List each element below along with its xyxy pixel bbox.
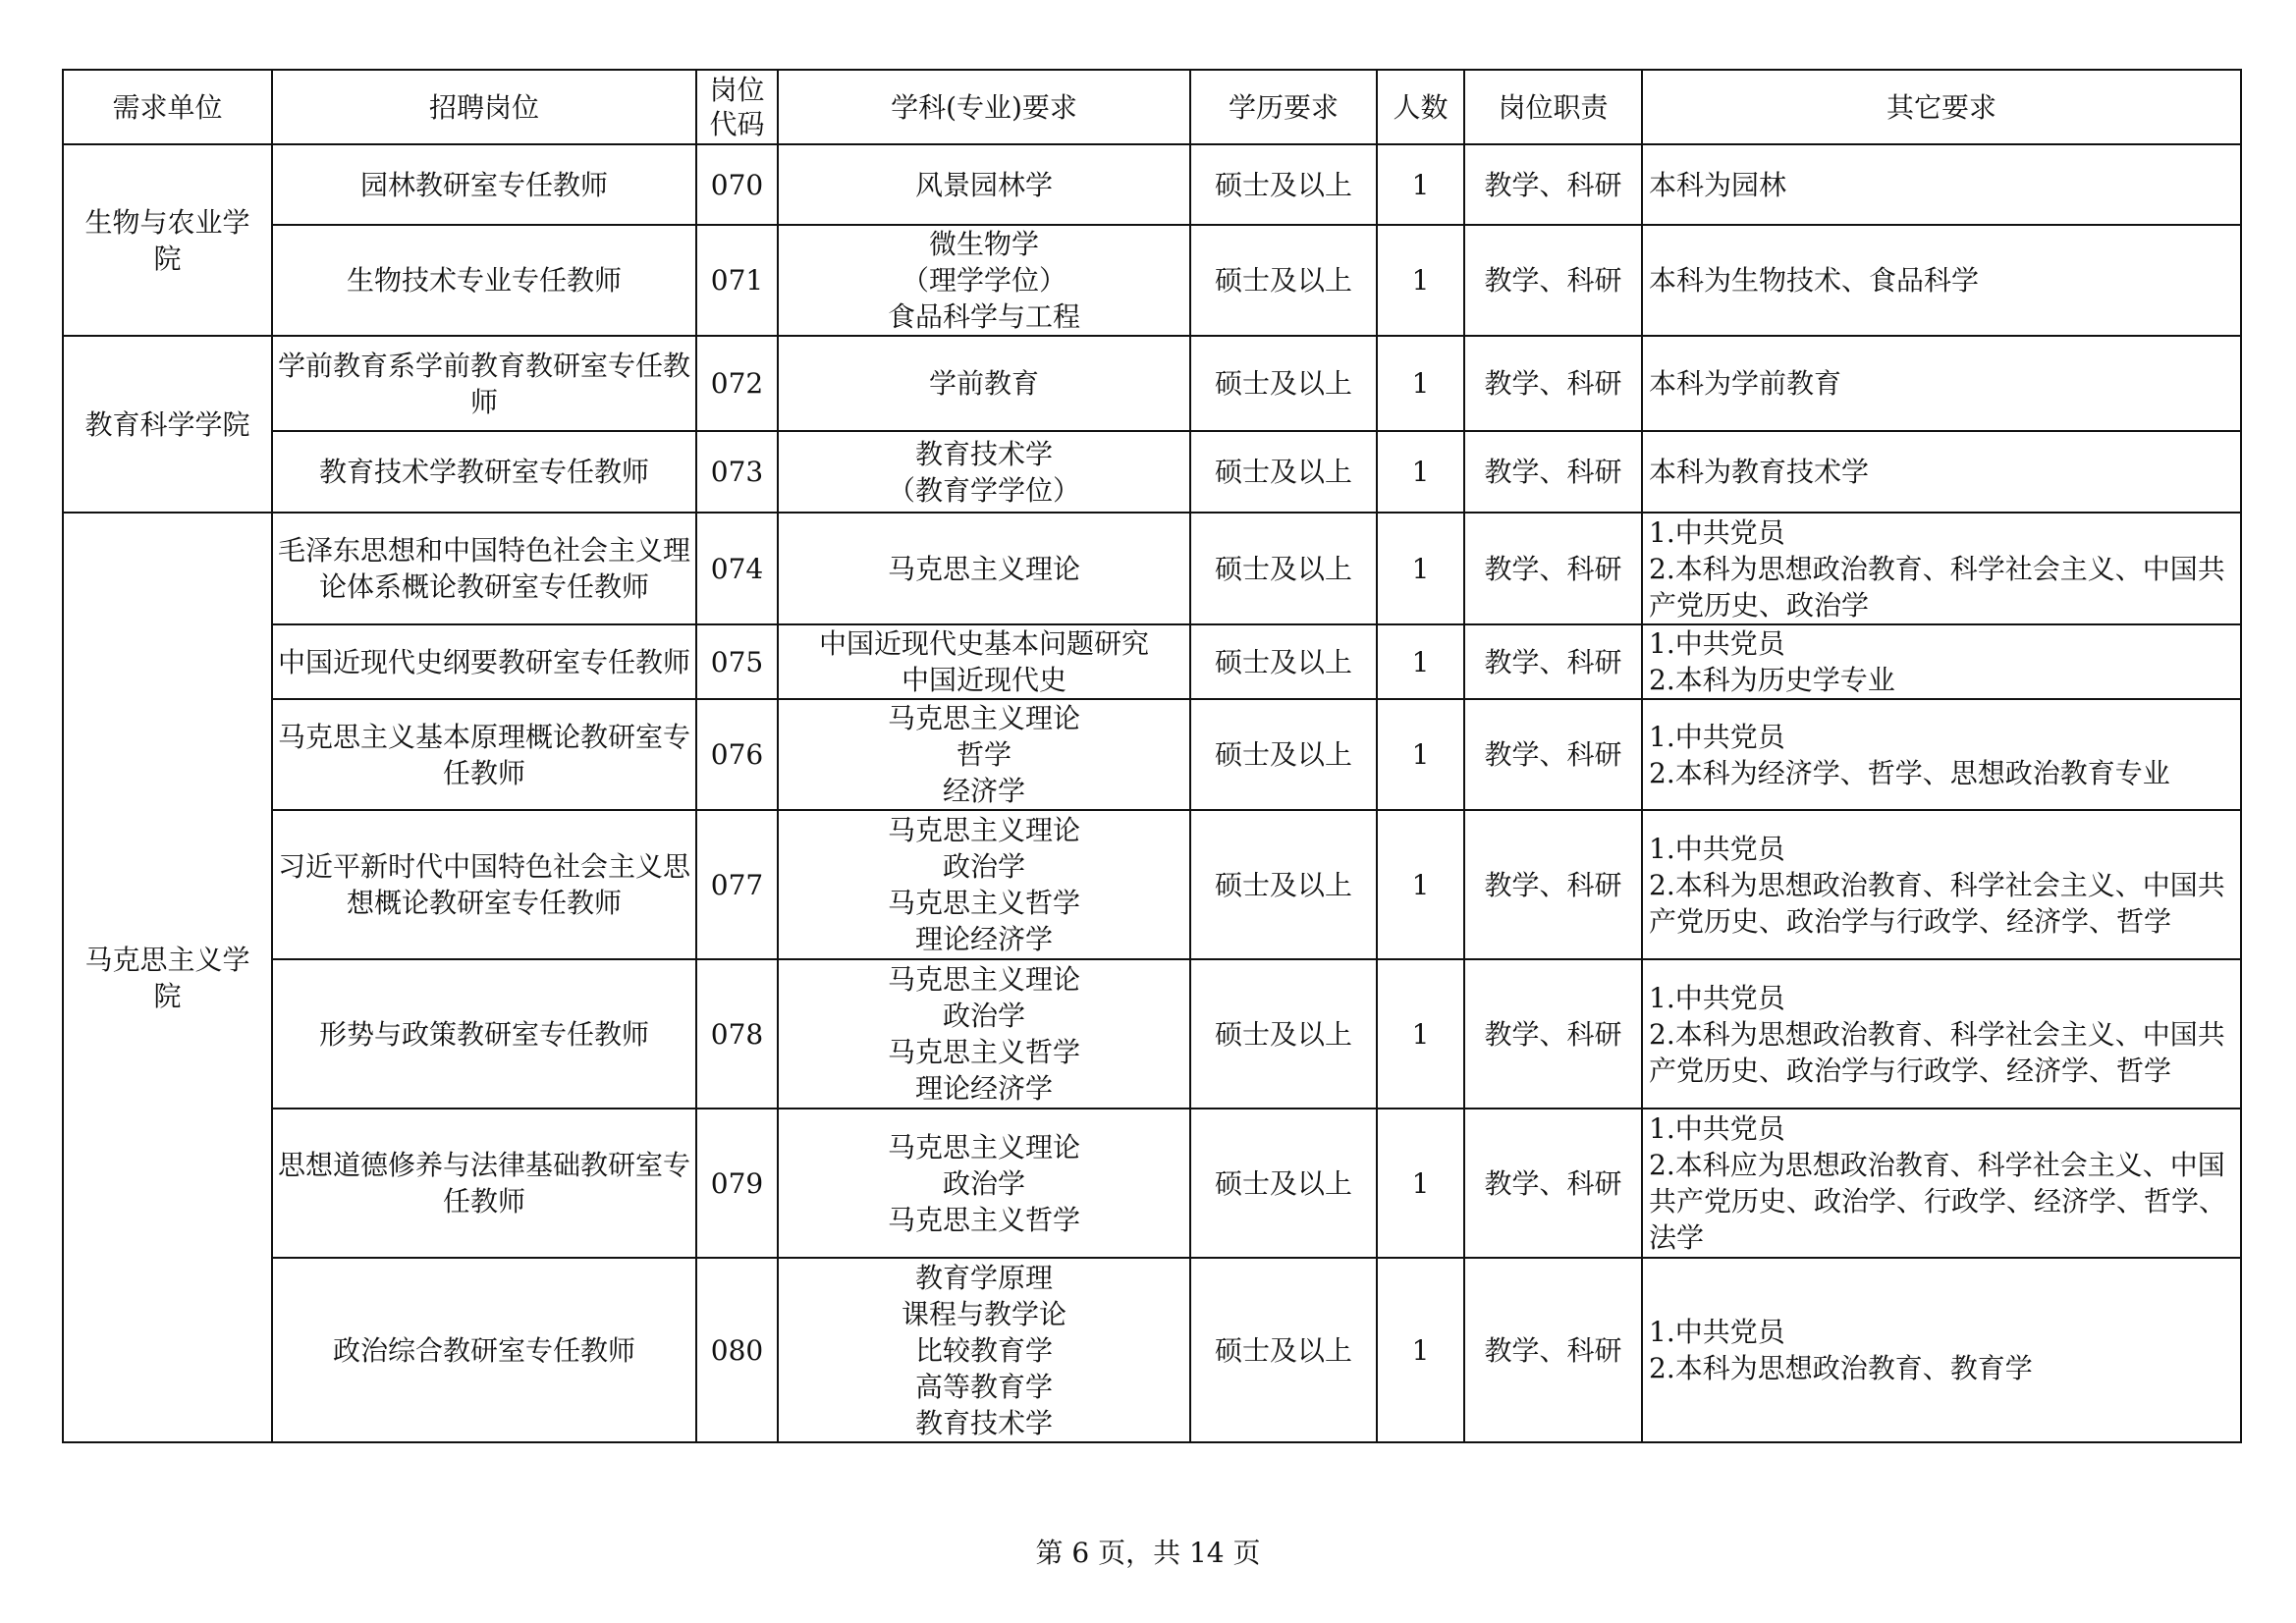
count-cell: 1 [1377,959,1464,1109]
education-cell: 硕士及以上 [1190,810,1377,959]
education-cell: 硕士及以上 [1190,1109,1377,1258]
table-row [63,624,2241,699]
position-cell: 学前教育系学前教育教研室专任教师 [272,336,696,431]
duty-cell: 教学、科研 [1464,336,1642,431]
position-cell: 形势与政策教研室专任教师 [272,959,696,1109]
code-cell: 072 [696,336,778,431]
table-row [63,336,2241,431]
code-cell: 080 [696,1258,778,1442]
count-cell: 1 [1377,431,1464,513]
subject-cell: 中国近现代史基本问题研究 中国近现代史 [778,624,1190,699]
header-duty: 岗位职责 [1464,70,1642,144]
header-other: 其它要求 [1642,70,2241,144]
count-cell: 1 [1377,1109,1464,1258]
other-cell: 1.中共党员 2.本科为历史学专业 [1642,624,2241,699]
subject-cell: 学前教育 [778,336,1190,431]
table-row [63,144,2241,225]
code-cell: 073 [696,431,778,513]
education-cell: 硕士及以上 [1190,431,1377,513]
table-header-row [63,70,2241,144]
subject-cell: 马克思主义理论 政治学 马克思主义哲学 [778,1109,1190,1258]
duty-cell: 教学、科研 [1464,431,1642,513]
position-cell: 中国近现代史纲要教研室专任教师 [272,624,696,699]
header-education: 学历要求 [1190,70,1377,144]
education-cell: 硕士及以上 [1190,225,1377,336]
position-cell: 思想道德修养与法律基础教研室专任教师 [272,1109,696,1258]
other-cell: 1.中共党员 2.本科为思想政治教育、科学社会主义、中国共产党历史、政治学与行政学、经济学、哲学 [1642,810,2241,959]
code-cell: 079 [696,1109,778,1258]
header-position: 招聘岗位 [272,70,696,144]
page-number: 第 6 页，共 14 页 [1035,1537,1261,1569]
recruitment-table-container [62,69,2240,1443]
education-cell: 硕士及以上 [1190,1258,1377,1442]
code-cell: 075 [696,624,778,699]
unit-cell: 马克思主义学院 [63,513,272,1442]
code-cell: 076 [696,699,778,810]
position-cell: 毛泽东思想和中国特色社会主义理论体系概论教研室专任教师 [272,513,696,624]
table-row [63,225,2241,336]
code-cell: 078 [696,959,778,1109]
position-cell: 政治综合教研室专任教师 [272,1258,696,1442]
table-row [63,699,2241,810]
other-cell: 1.中共党员 2.本科为经济学、哲学、思想政治教育专业 [1642,699,2241,810]
position-cell: 园林教研室专任教师 [272,144,696,225]
other-cell: 1.中共党员 2.本科应为思想政治教育、科学社会主义、中国共产党历史、政治学、行政学、经济学、哲学、法学 [1642,1109,2241,1258]
header-subject: 学科(专业)要求 [778,70,1190,144]
duty-cell: 教学、科研 [1464,1258,1642,1442]
unit-cell: 教育科学学院 [63,336,272,513]
subject-cell: 马克思主义理论 哲学 经济学 [778,699,1190,810]
subject-cell: 风景园林学 [778,144,1190,225]
other-cell: 本科为园林 [1642,144,2241,225]
table-row [63,1109,2241,1258]
count-cell: 1 [1377,699,1464,810]
other-cell: 1.中共党员 2.本科为思想政治教育、科学社会主义、中国共产党历史、政治学与行政学、经济学、哲学 [1642,959,2241,1109]
duty-cell: 教学、科研 [1464,699,1642,810]
code-cell: 071 [696,225,778,336]
duty-cell: 教学、科研 [1464,624,1642,699]
header-code: 岗位 代码 [696,70,778,144]
duty-cell: 教学、科研 [1464,144,1642,225]
other-cell: 本科为生物技术、食品科学 [1642,225,2241,336]
table-row [63,959,2241,1109]
education-cell: 硕士及以上 [1190,336,1377,431]
education-cell: 硕士及以上 [1190,624,1377,699]
code-cell: 077 [696,810,778,959]
recruitment-table [62,69,2242,1443]
count-cell: 1 [1377,810,1464,959]
count-cell: 1 [1377,513,1464,624]
header-count: 人数 [1377,70,1464,144]
subject-cell: 教育技术学 （教育学学位） [778,431,1190,513]
other-cell: 1.中共党员 2.本科为思想政治教育、科学社会主义、中国共产党历史、政治学 [1642,513,2241,624]
position-cell: 马克思主义基本原理概论教研室专任教师 [272,699,696,810]
table-row [63,431,2241,513]
subject-cell: 马克思主义理论 政治学 马克思主义哲学 理论经济学 [778,959,1190,1109]
duty-cell: 教学、科研 [1464,1109,1642,1258]
table-row [63,513,2241,624]
subject-cell: 微生物学 （理学学位） 食品科学与工程 [778,225,1190,336]
count-cell: 1 [1377,336,1464,431]
subject-cell: 马克思主义理论 [778,513,1190,624]
other-cell: 本科为学前教育 [1642,336,2241,431]
education-cell: 硕士及以上 [1190,959,1377,1109]
education-cell: 硕士及以上 [1190,699,1377,810]
subject-cell: 马克思主义理论 政治学 马克思主义哲学 理论经济学 [778,810,1190,959]
table-row [63,810,2241,959]
position-cell: 生物技术专业专任教师 [272,225,696,336]
code-cell: 070 [696,144,778,225]
count-cell: 1 [1377,624,1464,699]
unit-cell: 生物与农业学院 [63,144,272,336]
count-cell: 1 [1377,1258,1464,1442]
count-cell: 1 [1377,225,1464,336]
other-cell: 本科为教育技术学 [1642,431,2241,513]
education-cell: 硕士及以上 [1190,144,1377,225]
count-cell: 1 [1377,144,1464,225]
duty-cell: 教学、科研 [1464,959,1642,1109]
duty-cell: 教学、科研 [1464,513,1642,624]
table-row [63,1258,2241,1442]
code-cell: 074 [696,513,778,624]
duty-cell: 教学、科研 [1464,225,1642,336]
education-cell: 硕士及以上 [1190,513,1377,624]
other-cell: 1.中共党员 2.本科为思想政治教育、教育学 [1642,1258,2241,1442]
duty-cell: 教学、科研 [1464,810,1642,959]
header-unit: 需求单位 [63,70,272,144]
position-cell: 教育技术学教研室专任教师 [272,431,696,513]
subject-cell: 教育学原理 课程与教学论 比较教育学 高等教育学 教育技术学 [778,1258,1190,1442]
position-cell: 习近平新时代中国特色社会主义思想概论教研室专任教师 [272,810,696,959]
